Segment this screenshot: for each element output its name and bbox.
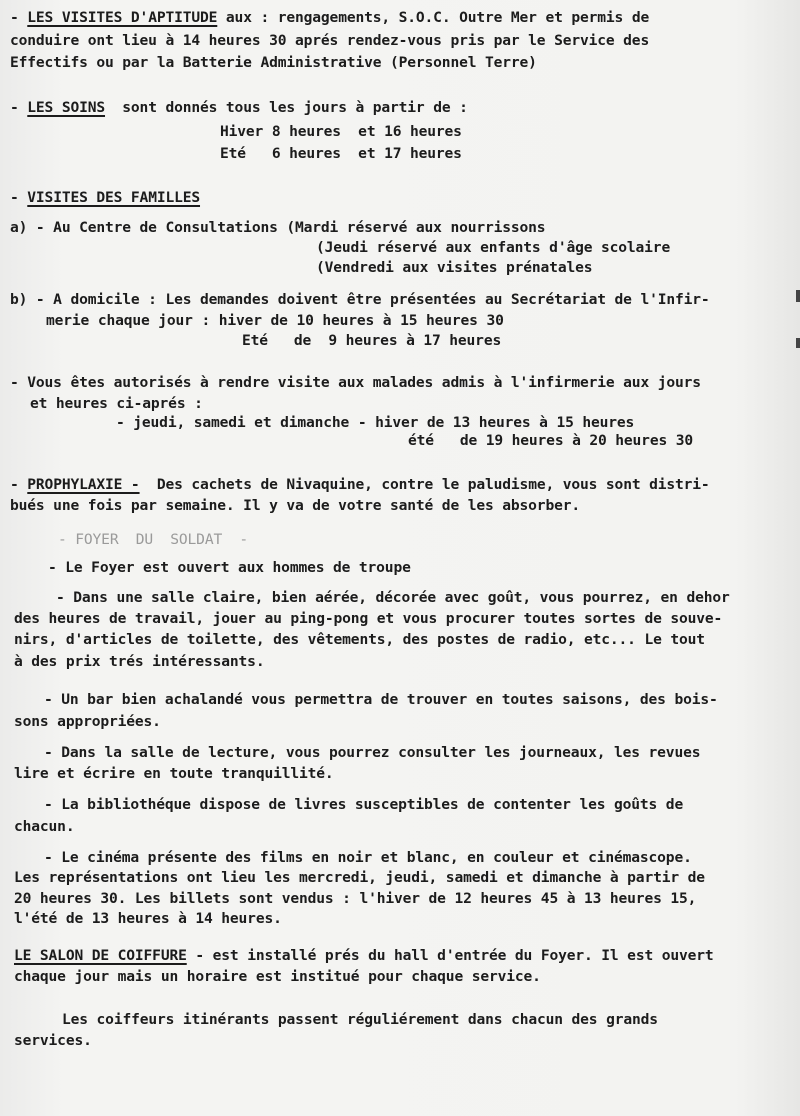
coiffure-line-4: services.: [14, 1032, 92, 1049]
aptitude-line-2: conduire ont lieu à 14 heures 30 aprés rendez-vous pris par le Service des: [10, 32, 650, 49]
prophylaxie-heading: PROPHYLAXIE -: [27, 476, 140, 493]
familles-c-line-1: - Vous êtes autorisés à rendre visite aux malades admis à l'infirmerie aux jours: [10, 374, 701, 391]
dash: -: [10, 476, 28, 493]
coiffure-line-2: chaque jour mais un horaire est institué pour chaque service.: [14, 968, 541, 985]
foyer-heading: - FOYER DU SOLDAT -: [58, 531, 248, 548]
soins-text: sont donnés tous les jours à partir de :: [105, 99, 468, 116]
foyer-p6-line-4: l'été de 13 heures à 14 heures.: [14, 910, 282, 927]
aptitude-text: aux : rengagements, S.O.C. Outre Mer et permis de: [217, 9, 650, 26]
soins-line-1: [10, 98, 468, 118]
coiffure-text: - est installé prés du hall d'entrée du Foyer. Il est ouvert: [186, 947, 714, 964]
dash: -: [10, 99, 28, 116]
dash: -: [10, 189, 28, 206]
foyer-p2-line-3: nirs, d'articles de toilette, des vêtements, des postes de radio, etc... Le tout: [14, 631, 705, 648]
familles-heading-line: [10, 188, 200, 208]
foyer-p3-line-2: sons appropriées.: [14, 713, 161, 730]
foyer-p6-line-2: Les représentations ont lieu les mercredi, jeudi, samedi et dimanche à partir de: [14, 869, 705, 886]
foyer-p1: - Le Foyer est ouvert aux hommes de troupe: [48, 559, 411, 576]
coiffure-heading: LE SALON DE COIFFURE: [14, 947, 187, 964]
foyer-p3-line-1: - Un bar bien achalandé vous permettra de trouver en toutes saisons, des bois-: [44, 691, 718, 708]
familles-a-line-1: a) - Au Centre de Consultations (Mardi réservé aux nourrissons: [10, 219, 546, 236]
foyer-p6-line-3: 20 heures 30. Les billets sont vendus : l'hiver de 12 heures 45 à 13 heures 15,: [14, 890, 697, 907]
foyer-p2-line-4: à des prix trés intéressants.: [14, 653, 265, 670]
foyer-p5-line-2: chacun.: [14, 818, 75, 835]
soins-hiver: Hiver 8 heures et 16 heures: [220, 123, 462, 140]
foyer-p6-line-1: - Le cinéma présente des films en noir et blanc, en couleur et cinémascope.: [44, 849, 692, 866]
familles-b-line-2: merie chaque jour : hiver de 10 heures à 15 heures 30: [46, 312, 504, 329]
familles-b-line-1: b) - A domicile : Les demandes doivent être présentées au Secrétariat de l'Infir-: [10, 291, 710, 308]
prophylaxie-line-1: [10, 475, 710, 495]
prophylaxie-line-2: bués une fois par semaine. Il y va de votre santé de les absorber.: [10, 497, 580, 514]
familles-b-line-3: Eté de 9 heures à 17 heures: [242, 332, 502, 349]
foyer-p2-line-1: - Dans une salle claire, bien aérée, décorée avec goût, vous pourrez, en dehor: [56, 589, 730, 606]
familles-c-line-3: - jeudi, samedi et dimanche - hiver de 13 heures à 15 heures: [116, 414, 635, 431]
scan-edge-mark: [796, 290, 800, 302]
scan-edge-mark: [796, 338, 800, 348]
coiffure-line-1: [14, 946, 714, 966]
aptitude-line-1: [10, 8, 649, 28]
familles-a-line-2: (Jeudi réservé aux enfants d'âge scolaire: [316, 239, 671, 256]
coiffure-line-3: Les coiffeurs itinérants passent réguliérement dans chacun des grands: [62, 1011, 658, 1028]
familles-heading: VISITES DES FAMILLES: [27, 189, 201, 206]
soins-ete: Eté 6 heures et 17 heures: [220, 145, 462, 162]
foyer-p2-line-2: des heures de travail, jouer au ping-pong et vous procurer toutes sortes de souve-: [14, 610, 723, 627]
soins-heading: LES SOINS: [27, 99, 106, 116]
aptitude-heading: LES VISITES D'APTITUDE: [27, 9, 218, 26]
familles-a-line-3: (Vendredi aux visites prénatales: [316, 259, 593, 276]
familles-c-line-4: été de 19 heures à 20 heures 30: [408, 432, 693, 449]
foyer-p4-line-2: lire et écrire en toute tranquillité.: [14, 765, 334, 782]
prophylaxie-text: Des cachets de Nivaquine, contre le paludisme, vous sont distri-: [139, 476, 710, 493]
dash: -: [10, 9, 28, 26]
familles-c-line-2: et heures ci-aprés :: [30, 395, 203, 412]
foyer-p4-line-1: - Dans la salle de lecture, vous pourrez consulter les journeaux, les revues: [44, 744, 701, 761]
foyer-p5-line-1: - La bibliothéque dispose de livres susceptibles de contenter les goûts de: [44, 796, 684, 813]
aptitude-line-3: Effectifs ou par la Batterie Administrative (Personnel Terre): [10, 54, 537, 71]
